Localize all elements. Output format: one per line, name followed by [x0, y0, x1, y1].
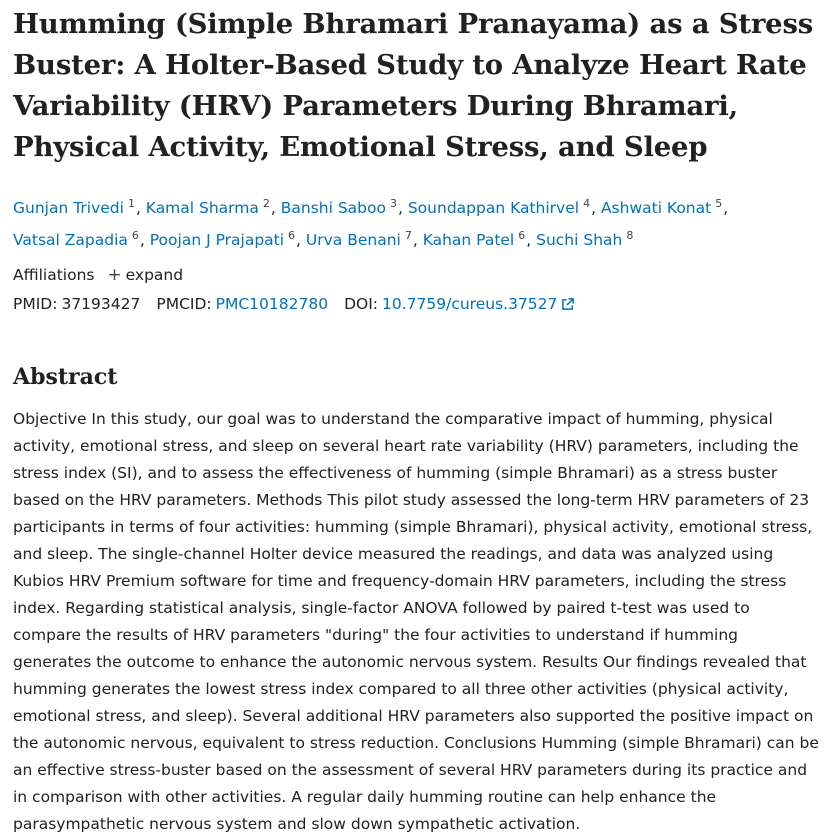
- identifiers-row: [13, 293, 819, 315]
- affiliation-marker: 8: [626, 229, 634, 242]
- author-link[interactable]: Vatsal Zapadia: [13, 231, 128, 249]
- affiliation-marker: 5: [715, 197, 723, 210]
- abstract-text: Objective In this study, our goal was to understand the comparative impact of humming, physical activity, emotional stress, and sleep on several heart rate variability (HRV) parameters, including the stress index (SI), and to assess the effectiveness of humming (simple Bhramari) as a stress buster based on the HRV parameters. Methods This pilot study assessed the long-term HRV parameters of 23 participants in terms of four activities: humming (simple Bhramari), physical activity, emotional stress, and sleep. The single-channel Holter device measured the readings, and data was analyzed using Kubios HRV Premium software for time and frequency-domain HRV parameters, including the stress index. Regarding statistical analysis, single-factor ANOVA followed by paired t-test was used to compare the results of HRV parameters "during" the four activities to understand if humming generates the outcome to enhance the autonomic nervous system. Results Our findings revealed that humming generates the lowest stress index compared to all three other activities (physical activity, emotional stress, and sleep). Several additional HRV parameters also supported the positive impact on the autonomic nervous, equivalent to stress reduction. Conclusions Humming (simple Bhramari) can be an effective stress-buster based on the assessment of several HRV parameters during its practice and in comparison with other activities. A regular daily humming routine can help enhance the parasympathetic nervous system and slow down sympathetic activation.: [13, 410, 819, 833]
- expand-label: expand: [125, 266, 184, 284]
- plus-icon: +: [107, 265, 122, 285]
- pmcid-link[interactable]: PMC10182780: [215, 295, 329, 313]
- author-link[interactable]: Banshi Saboo: [280, 199, 386, 217]
- author-link[interactable]: Ashwati Konat: [600, 199, 712, 217]
- author-link[interactable]: Urva Benani: [305, 231, 401, 249]
- affiliation-marker: 1: [127, 197, 135, 210]
- article-page: [13, 4, 819, 838]
- pmid-label: PMID:: [13, 295, 58, 313]
- author-link[interactable]: Kahan Patel: [422, 231, 515, 249]
- external-link-icon: [561, 298, 574, 311]
- abstract-heading: Abstract: [13, 364, 118, 390]
- affiliations-expand-button[interactable]: [107, 266, 183, 284]
- affiliation-marker: 6: [288, 229, 296, 242]
- affiliations-row: [13, 264, 819, 286]
- affiliation-marker: 6: [131, 229, 139, 242]
- affiliation-marker: 6: [518, 229, 526, 242]
- author-list: Gunjan Trivedi 1, Kamal Sharma 2, Banshi Saboo 3, Soundappan Kathirvel 4, Ashwati Konat 5, Vatsal Zapadia 6, Poojan J Prajapati 6, Urva Benani 7, Kahan Patel 6, Suchi Shah 8: [13, 190, 819, 254]
- doi-link[interactable]: [382, 295, 574, 313]
- pmid-value: 37193427: [61, 295, 141, 313]
- affiliations-label: Affiliations: [13, 266, 95, 284]
- author-link[interactable]: Gunjan Trivedi: [13, 199, 124, 217]
- author-link[interactable]: Kamal Sharma: [145, 199, 259, 217]
- doi-value: 10.7759/cureus.37527: [382, 295, 558, 313]
- affiliation-marker: 4: [583, 197, 591, 210]
- affiliation-marker: 2: [262, 197, 270, 210]
- doi-label: DOI:: [344, 295, 379, 313]
- author-link[interactable]: Suchi Shah: [536, 231, 623, 249]
- affiliation-marker: 3: [389, 197, 397, 210]
- pmcid-label: PMCID:: [156, 295, 212, 313]
- author-link[interactable]: Soundappan Kathirvel: [407, 199, 580, 217]
- article-title: Humming (Simple Bhramari Pranayama) as a Stress Buster: A Holter-Based Study to Analyze Heart Rate Variability (HRV) Parameters During Bhramari, Physical Activity, Emotional Stress, and Sleep: [13, 8, 814, 163]
- affiliation-marker: 7: [404, 229, 412, 242]
- author-link[interactable]: Poojan J Prajapati: [149, 231, 285, 249]
